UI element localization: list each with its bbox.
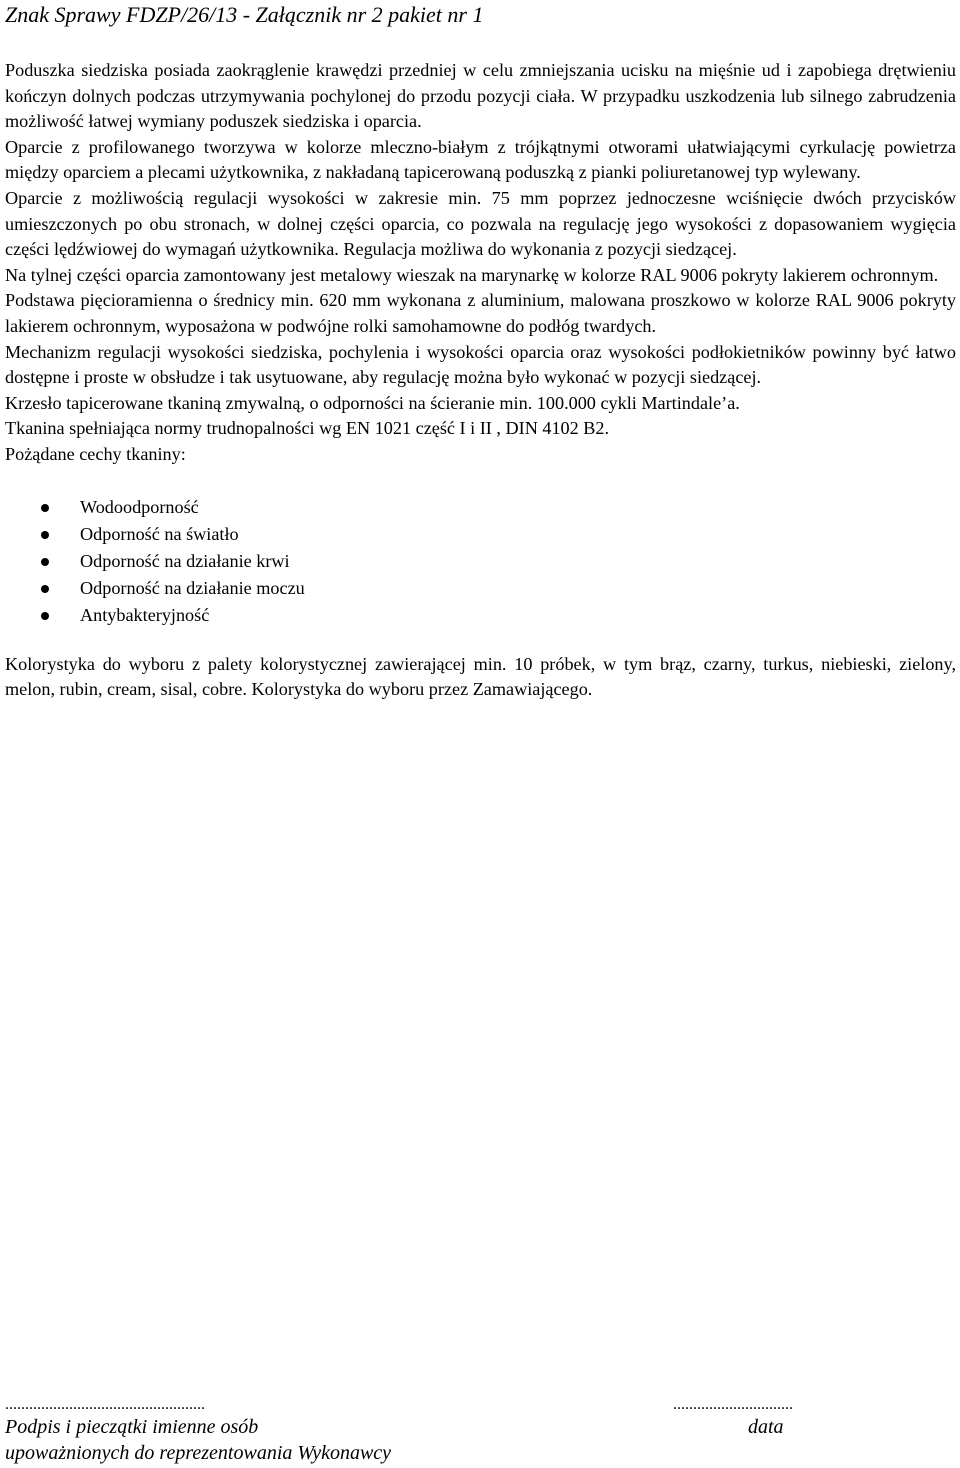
list-item-label: Wodoodporność: [80, 496, 199, 517]
list-item: [5, 521, 956, 548]
signature-caption-line1: Podpis i pieczątki imienne osób: [5, 1416, 259, 1438]
paragraph-mechanism: Mechanizm regulacji wysokości siedziska, pochylenia i wysokości oparcia oraz wysokości podłokietników powinny być łatwo dostępne i proste w obsłudze i tak usytuowane, aby regulację można było wykonać w pozycji siedzącej.: [5, 341, 956, 388]
signature-dotted-line: ..................................................: [5, 1396, 205, 1413]
bullet-icon: [41, 558, 49, 566]
bullet-icon: [41, 531, 49, 539]
paragraph-color-options: Kolorystyka do wyboru z palety kolorystycznej zawierającej min. 10 próbek, w tym brąz, czarny, turkus, niebieski, zielony, melon, rubin, cream, sisal, cobre. Kolorystyka do wyboru przez Zamawiającego.: [5, 653, 956, 700]
paragraph-fabric-features-heading: Pożądane cechy tkaniny:: [5, 443, 186, 464]
list-item-label: Odporność na działanie moczu: [80, 577, 305, 598]
paragraph-backrest-adjustment: Oparcie z możliwością regulacji wysokości w zakresie min. 75 mm poprzez jednoczesne wciśnięcie dwóch przycisków umieszczonych po obu stronach, w dolnej części oparcia, co pozwala na regulację jego wysokości z dopasowaniem wygięcia części lędźwiowej do wymagań użytkownika. Regulacja możliwa do wykonania z pozycji siedzącej.: [5, 187, 956, 260]
date-dotted-line: ..............................: [673, 1396, 793, 1413]
date-caption: data: [748, 1416, 784, 1438]
bullet-icon: [41, 504, 49, 512]
list-item: [5, 575, 956, 602]
list-item: [5, 602, 956, 629]
signature-caption-line2: upoważnionych do reprezentowania Wykonawcy: [5, 1442, 392, 1464]
list-item: [5, 548, 956, 575]
paragraph-upholstery: Krzesło tapicerowane tkaniną zmywalną, o odporności na ścieranie min. 100.000 cykli Martindale’a.: [5, 392, 740, 413]
list-item-label: Odporność na działanie krwi: [80, 550, 290, 571]
list-item-label: Antybakteryjność: [80, 604, 210, 625]
bullet-icon: [41, 612, 49, 620]
case-reference-title: Znak Sprawy FDZP/26/13 - Załącznik nr 2 pakiet nr 1: [5, 2, 484, 27]
paragraph-backrest-material: Oparcie z profilowanego tworzywa w kolorze mleczno-białym z trójkątnymi otworami ułatwiającymi cyrkulację powietrza między oparciem a plecami użytkownika, z nakładaną tapicerowaną poduszką z pianki poliuretanowej typ wylewany.: [5, 136, 956, 183]
bullet-icon: [41, 585, 49, 593]
paragraph-seat-cushion: Poduszka siedziska posiada zaokrąglenie krawędzi przedniej w celu zmniejszania ucisku na mięśnie ud i zapobiega drętwieniu kończyn dolnych podczas utrzymywania pochylonej do przodu pozycji ciała. W przypadku uszkodzenia lub silnego zabrudzenia możliwość łatwej wymiany poduszek siedziska i oparcia.: [5, 60, 956, 132]
paragraph-jacket-hanger: Na tylnej części oparcia zamontowany jest metalowy wieszak na marynarkę w kolorze RAL 9006 pokryty lakierem ochronnym.: [5, 264, 939, 285]
fabric-features-list: [5, 494, 956, 629]
paragraph-base: Podstawa pięcioramienna o średnicy min. 620 mm wykonana z aluminium, malowana proszkowo w kolorze RAL 9006 pokryty lakierem ochronnym, wyposażona w podwójne rolki samohamowne do podłóg twardych.: [5, 290, 956, 336]
list-item-label: Odporność na światło: [80, 523, 239, 544]
paragraph-flammability: Tkanina spełniająca normy trudnopalności wg EN 1021 część I i II , DIN 4102 B2.: [5, 418, 610, 439]
list-item: [5, 494, 956, 521]
document-body: [5, 58, 956, 703]
